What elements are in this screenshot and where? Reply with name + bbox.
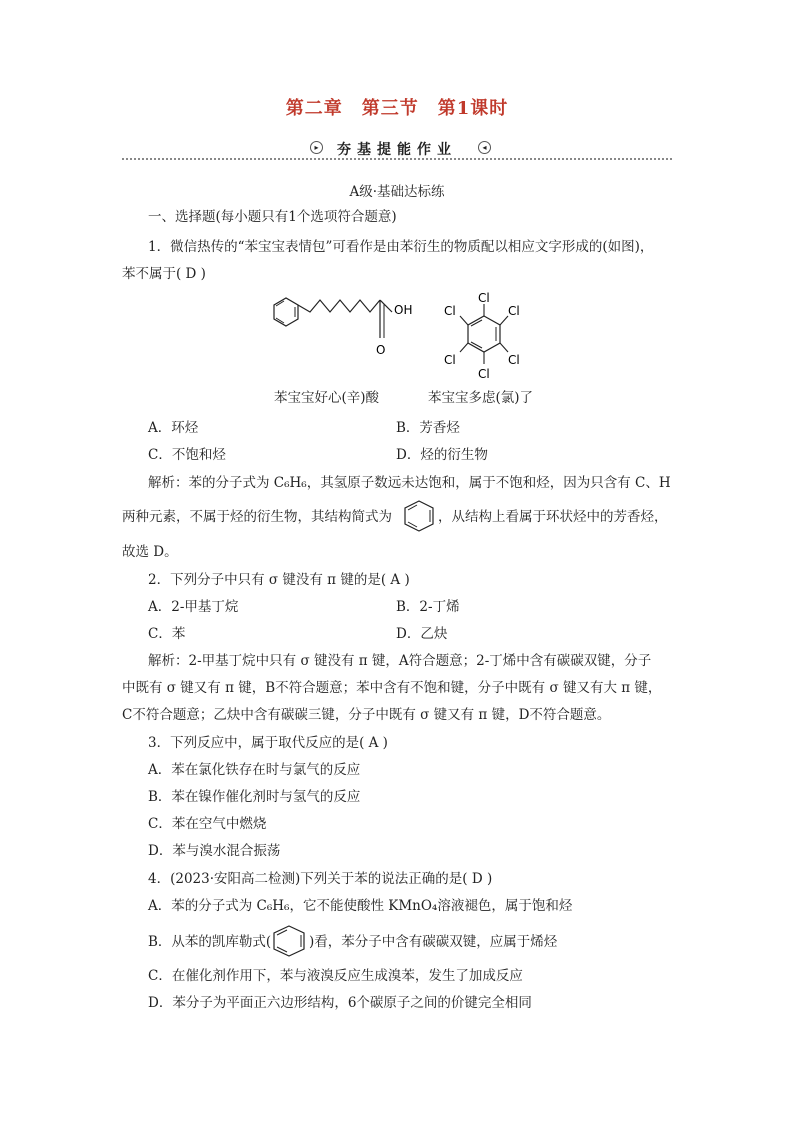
q3-option-d: D．苯与溴水混合振荡 xyxy=(148,843,281,859)
q2-option-b: B．2-丁烯 xyxy=(396,599,460,615)
q1-analysis-line2-a: 两种元素，不属于烃的衍生物，其结构简式为 xyxy=(122,509,392,525)
q3-option-b: B．苯在镍作催化剂时与氢气的反应 xyxy=(148,789,361,805)
oh-label: OH xyxy=(394,303,413,317)
q2-option-c: C．苯 xyxy=(148,626,186,642)
cl-top-label: Cl xyxy=(478,291,490,305)
q1-option-a: A．环烃 xyxy=(148,420,199,436)
section-banner xyxy=(122,134,672,164)
banner-label: 夯基提能作业 xyxy=(337,142,457,158)
q1-right-caption: 苯宝宝多虑(氯)了 xyxy=(428,390,534,406)
section-heading: 一、选择题(每小题只有1个选项符合题意) xyxy=(148,209,397,225)
q3-stem: 3．下列反应中，属于取代反应的是( A ) xyxy=(148,735,388,751)
q2-analysis-line1: 解析：2-甲基丁烷中只有 σ 键没有 π 键，A符合题意；2-丁烯中含有碳碳双键，分子 xyxy=(148,653,652,669)
q1-analysis-line2-b: ，从结构上看属于环状烃中的芳香烃， xyxy=(438,509,668,525)
page-title: 第二章 第三节 第1课时 xyxy=(285,98,509,119)
carbonyl-o-label: O xyxy=(376,343,386,357)
q2-option-d: D．乙炔 xyxy=(396,626,448,642)
play-right-icon: ▸ xyxy=(310,141,323,154)
cl-lower-left-label: Cl xyxy=(444,353,456,367)
q4-option-b-pre: B．从苯的凯库勒式( xyxy=(148,934,272,950)
cl-upper-right-label: Cl xyxy=(508,304,520,318)
q3-option-c: C．苯在空气中燃烧 xyxy=(148,816,267,832)
q4-stem: 4．(2023·安阳高二检测)下列关于苯的说法正确的是( D ) xyxy=(148,871,493,887)
q1-option-d: D．烃的衍生物 xyxy=(396,447,488,463)
q2-stem: 2．下列分子中只有 σ 键没有 π 键的是( A ) xyxy=(148,572,410,588)
q2-analysis-line3: C不符合题意；乙炔中含有碳碳三键，分子中既有 σ 键又有 π 键，D不符合题意。 xyxy=(122,707,611,723)
q1-analysis-line1: 解析：苯的分子式为 C₆H₆，其氢原子数远未达饱和，属于不饱和烃，因为只含有 C、H xyxy=(148,475,671,491)
q1-option-b: B．芳香烃 xyxy=(396,420,460,436)
q3-option-a: A．苯在氯化铁存在时与氯气的反应 xyxy=(148,762,361,778)
q1-left-caption: 苯宝宝好心(辛)酸 xyxy=(274,390,380,406)
q1-stem-line1: 1．微信热传的“苯宝宝表情包”可看作是由苯衍生的物质配以相应文字形成的(如图)， xyxy=(148,239,654,255)
level-heading: A级·基础达标练 xyxy=(349,184,445,200)
hexachlorobenzene-structure xyxy=(440,288,540,388)
q1-analysis-line3: 故选 D。 xyxy=(122,544,178,560)
cl-bottom-label: Cl xyxy=(478,367,490,381)
q4-option-b-post: )看，苯分子中含有碳碳双键，应属于烯烃 xyxy=(309,934,558,950)
cl-lower-right-label: Cl xyxy=(508,353,520,367)
phenyl-octanoic-acid-structure xyxy=(262,286,422,376)
cl-upper-left-label: Cl xyxy=(444,304,456,318)
q4-option-d: D．苯分子为平面正六边形结构，6个碳原子之间的价键完全相同 xyxy=(148,995,532,1011)
q2-analysis-line2: 中既有 σ 键又有 π 键，B不符合题意；苯中含有不饱和键，分子中既有 σ 键又有大 π 键， xyxy=(122,680,662,696)
q4-option-c: C．在催化剂作用下，苯与液溴反应生成溴苯，发生了加成反应 xyxy=(148,968,523,984)
kekule-benzene-icon xyxy=(270,924,308,958)
benzene-ring-icon xyxy=(401,499,437,533)
q1-stem-line2: 苯不属于( D ) xyxy=(122,266,206,282)
play-left-icon: ◂ xyxy=(478,141,491,154)
q1-option-c: C．不饱和烃 xyxy=(148,447,226,463)
q4-option-a: A．苯的分子式为 C₆H₆，它不能使酸性 KMnO₄溶液褪色，属于饱和烃 xyxy=(148,898,573,914)
q2-option-a: A．2-甲基丁烷 xyxy=(148,599,239,615)
